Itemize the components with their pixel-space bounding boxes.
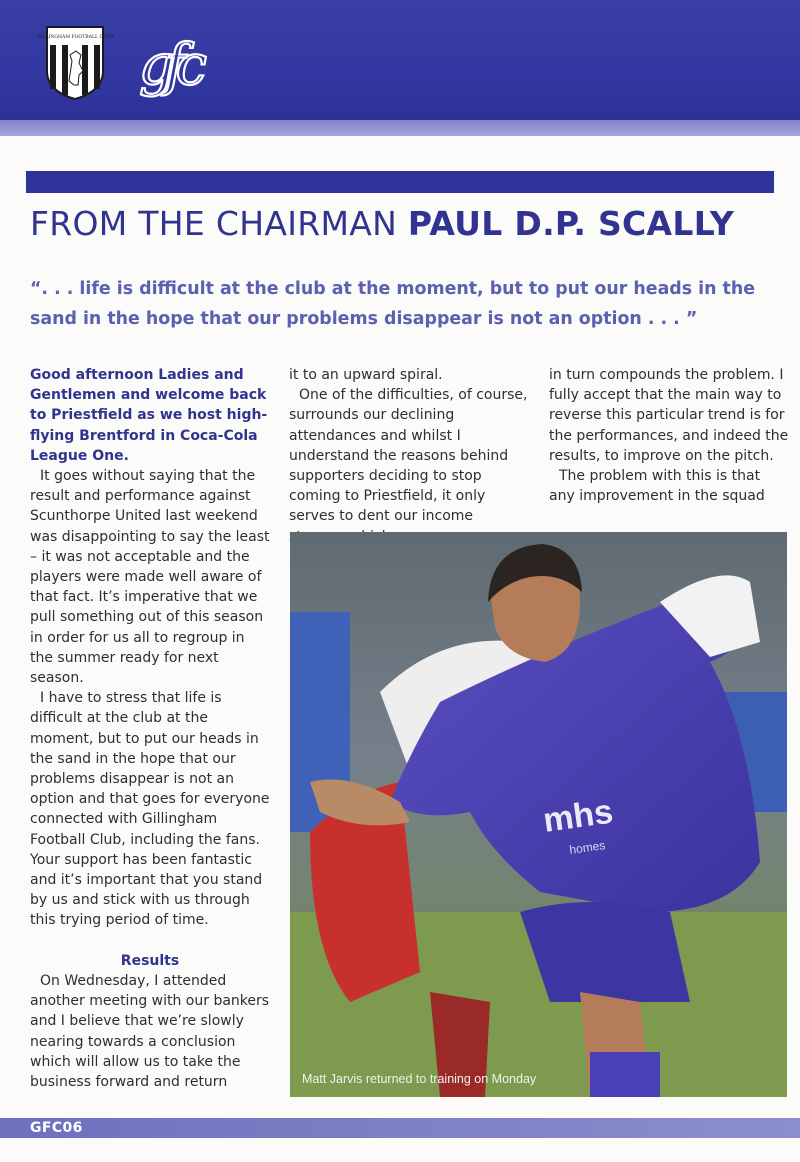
page-number: GFC06 — [30, 1120, 83, 1136]
page-title-prefix: FROM THE CHAIRMAN — [30, 204, 398, 243]
top-banner-stripe — [0, 120, 800, 136]
photo-caption: Matt Jarvis returned to training on Monday — [302, 1072, 537, 1086]
article-column-2 — [289, 365, 529, 547]
article-column-1 — [30, 365, 270, 1092]
pull-quote: “. . . life is difficult at the club at the moment, but to put our heads in the sand in the hope that our problems disappear is not an option . . . ” — [30, 279, 756, 329]
article-paragraph: it to an upward spiral. — [289, 367, 443, 383]
top-banner — [0, 0, 800, 120]
crest-text: GILLINGHAM FOOTBALL CLUB — [36, 35, 114, 40]
article-paragraph: On Wednesday, I attended another meeting with our bankers and I believe that we’re slowly nearing towards a conclusion which will allow us to take the business forward and return — [30, 972, 270, 1090]
section-heading-results: Results — [120, 952, 180, 969]
chairman-name: PAUL D.P. SCALLY — [407, 204, 735, 243]
title-bar — [26, 171, 774, 193]
article-paragraph: in turn compounds the problem. I fully accept that the main way to reverse this particular trend is for the performances, and indeed the results, to improve on the pitch. — [549, 367, 789, 464]
club-crest-icon — [36, 25, 114, 101]
shirt-sponsor: mhs — [540, 792, 616, 840]
gfc-logo-text: gfc — [139, 33, 197, 98]
page-title — [30, 204, 790, 252]
footer-bar — [0, 1118, 800, 1138]
match-photo — [290, 532, 787, 1097]
article-paragraph: The problem with this is that any improvement in the squad — [549, 468, 765, 505]
article-column-3 — [549, 365, 789, 506]
article-intro: Good afternoon Ladies and Gentlemen and welcome back to Priestfield as we host high-flying Brentford in Coca-Cola League One. — [30, 367, 268, 464]
article-paragraph: One of the difficulties, of course, surrounds our declining attendances and whilst I understand the reasons behind supporters deciding to stop coming to Priestfield, it only serves to dent our income — [289, 387, 528, 525]
article-paragraph: I have to stress that life is difficult at the club at the moment, but to put our heads in the sand in the hope that our problems disappear is not an option and that goes for everyone connected with Gillingham Football Club, including the fans. Your support has been fantastic and it’s important that you stand by us and stick with us through this trying period of time. — [30, 690, 270, 929]
shirt-sponsor-sub: homes — [568, 838, 607, 857]
gfc-logo — [135, 28, 250, 98]
article-paragraph: It goes without saying that the result and performance against Scunthorpe United last weekend was disappointing to say the least – it was not acceptable and the players were made well aware of that fact. It’s imperative that we pull something out of this season in order for us all to regroup in the summer ready for next season. — [30, 468, 270, 687]
